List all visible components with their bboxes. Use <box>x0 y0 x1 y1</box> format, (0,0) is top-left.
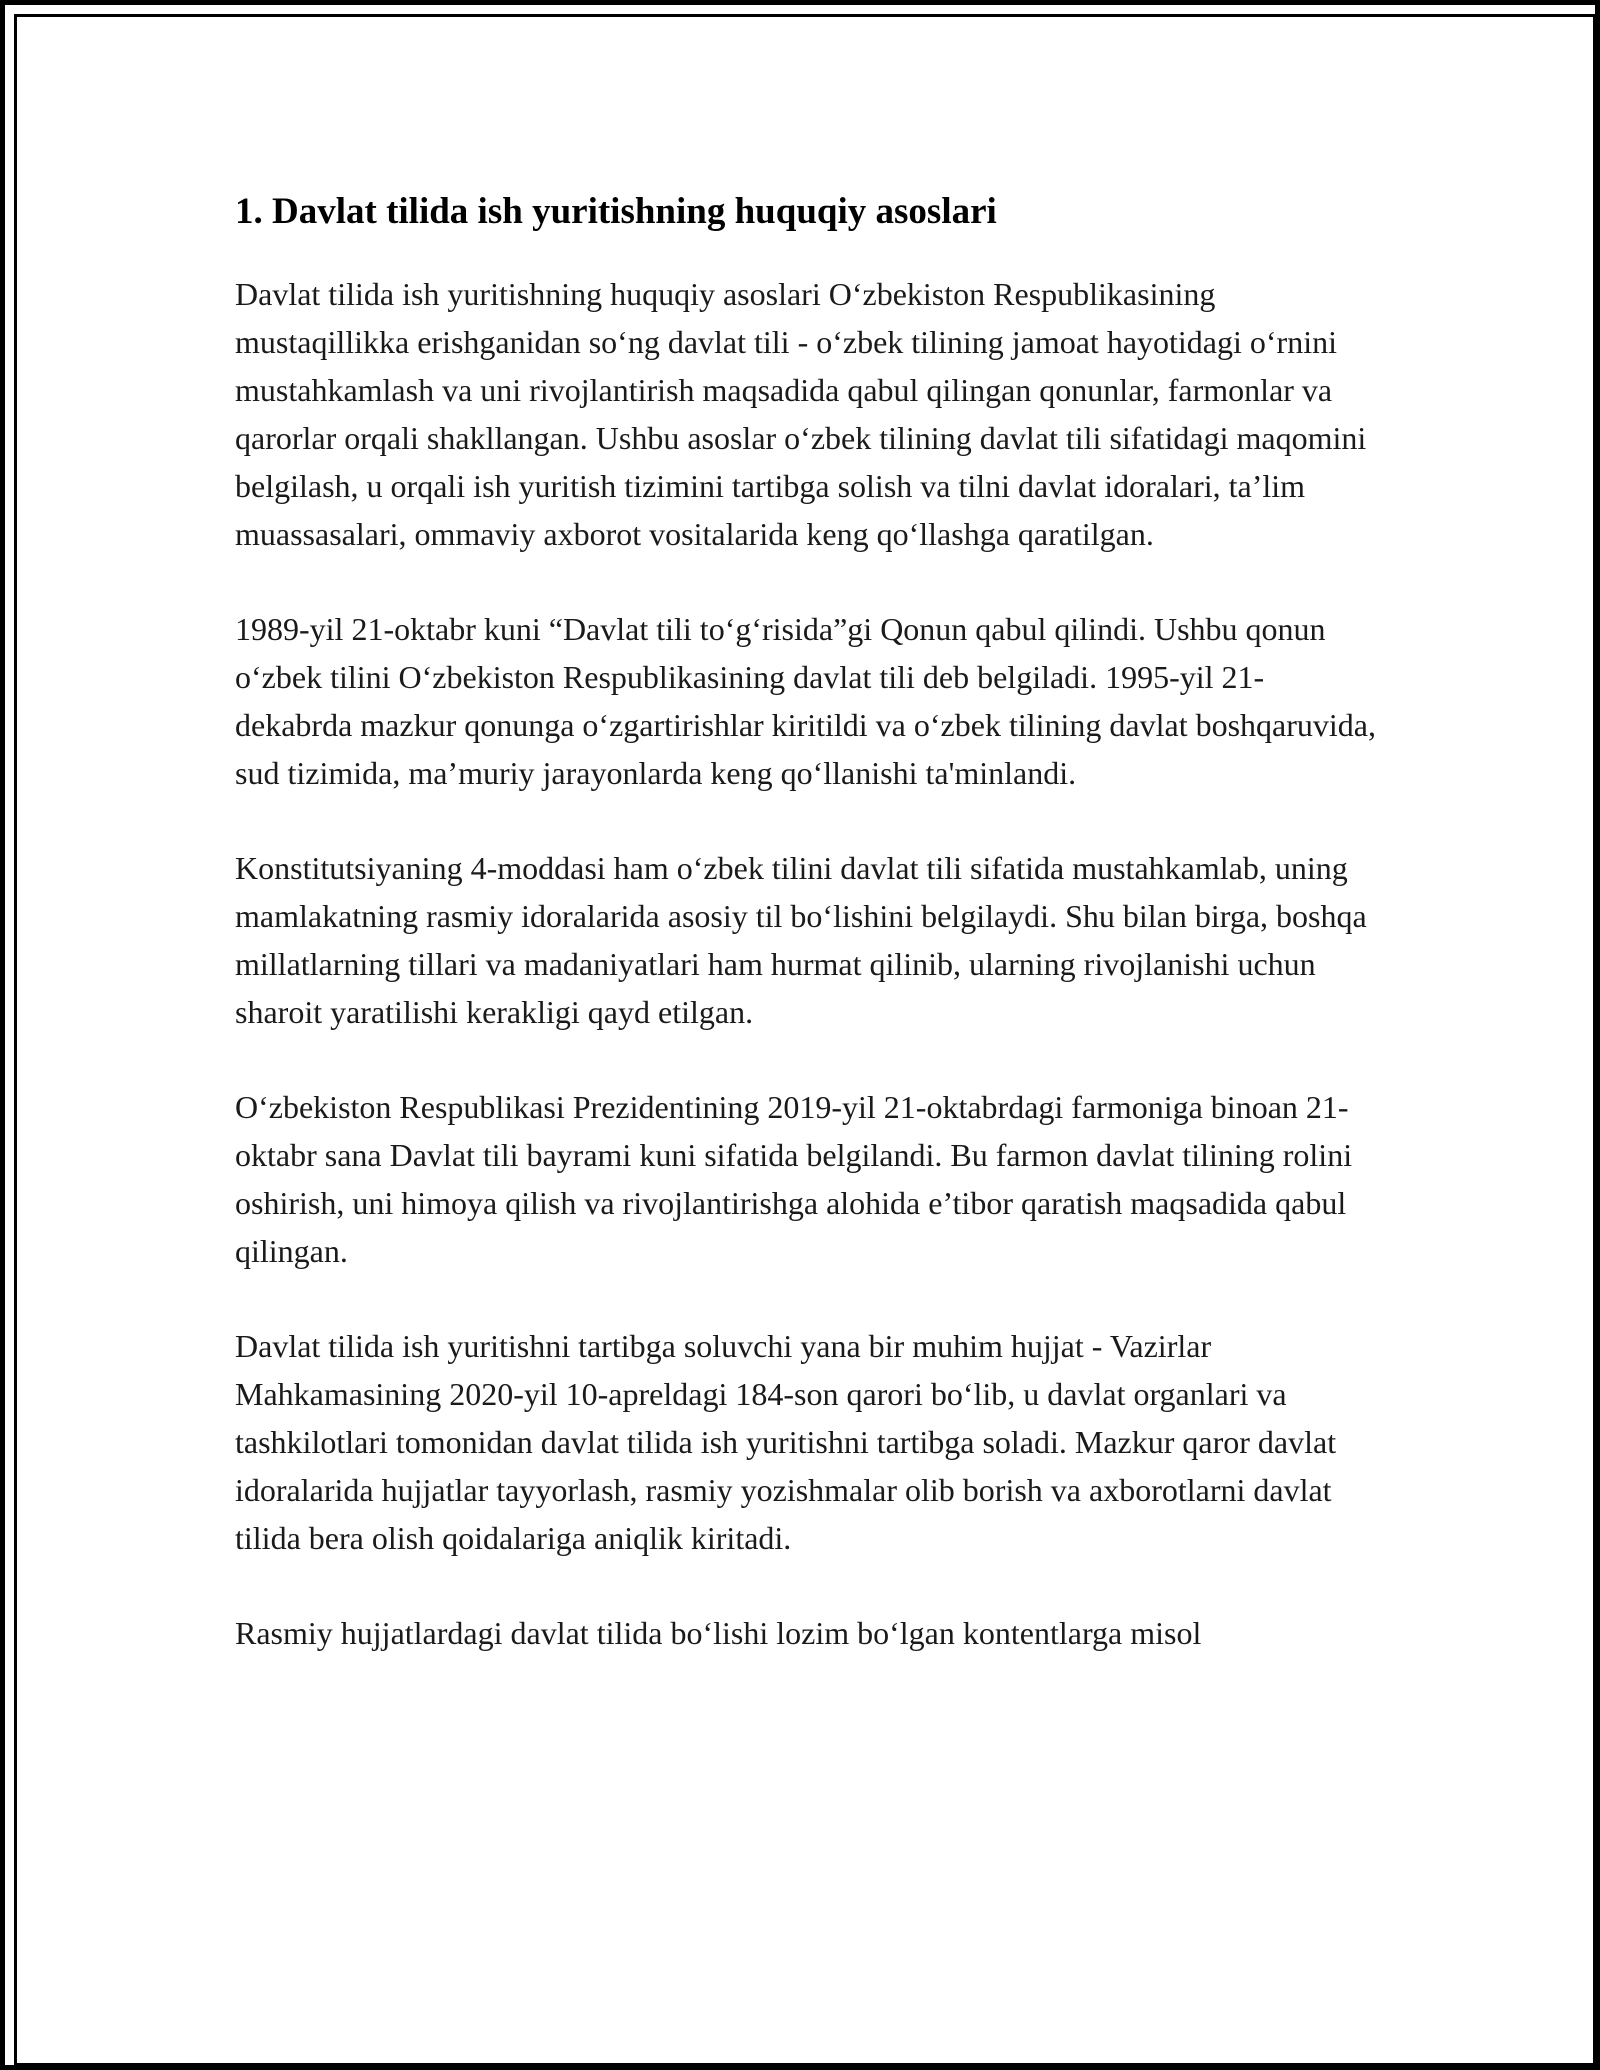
paragraph-cabinet-resolution: Davlat tilida ish yuritishni tartibga soluvchi yana bir muhim hujjat - Vazirlar Mahkamasining 2020-yil 10-apreldagi 184-son qarori bo‘lib, u davlat organlari va tashkilotlari tomonidan davlat tilida ish yuritishni tartibga soladi. Mazkur qaror davlat idoralarida hujjatlar tayyorlash, rasmiy yozishmalar olib borish va axborotlarni davlat tilida bera olish qoidalariga aniqlik kiritadi. <box>235 1328 1337 1556</box>
paragraph-legal-foundations: Davlat tilida ish yuritishning huquqiy asoslari O‘zbekiston Respublikasining mustaqillikka erishganidan so‘ng davlat tili - o‘zbek tilining jamoat hayotidagi o‘rnini mustahkamlash va uni rivojlantirish maqsadida qabul qilingan qonunlar, farmonlar va qarorlar orqali shakllangan. Ushbu asoslar o‘zbek tilining davlat tili sifatidagi maqomini belgilash, u orqali ish yuritish tizimini tartibga solish va tilni davlat idoralari, ta’lim muassasalari, ommaviy axborot vositalarida keng qo‘llashga qaratilgan. <box>235 276 1367 552</box>
paragraph-constitution-article-4: Konstitutsiyaning 4-moddasi ham o‘zbek tilini davlat tili sifatida mustahkamlab, uning mamlakatning rasmiy idoralarida asosiy til bo‘lishini belgilaydi. Shu bilan birga, boshqa millatlarning tillari va madaniyatlari ham hurmat qilinib, ularning rivojlanishi uchun sharoit yaratilishi kerakligi qayd etilgan. <box>235 850 1367 1030</box>
paragraph-1989-law: 1989-yil 21-oktabr kuni “Davlat tili to‘g‘risida”gi Qonun qabul qilindi. Ushbu qonun o‘zbek tilini O‘zbekiston Respublikasining davlat tili deb belgiladi. 1995-yil 21-dekabrda mazkur qonunga o‘zgartirishlar kiritildi va o‘zbek tilining davlat boshqaruvida, sud tizimida, ma’muriy jarayonlarda keng qo‘llanishi ta'minlandi. <box>235 611 1376 791</box>
document-body <box>235 188 1380 1657</box>
paragraph-2019-decree: O‘zbekiston Respublikasi Prezidentining 2019-yil 21-oktabrdagi farmoniga binoan 21-oktabr sana Davlat tili bayrami kuni sifatida belgilandi. Bu farmon davlat tilining rolini oshirish, uni himoya qilish va rivojlantirishga alohida e’tibor qaratish maqsadida qabul qilingan. <box>235 1089 1353 1269</box>
paragraph-content-examples: Rasmiy hujjatlardagi davlat tilida bo‘lishi lozim bo‘lgan kontentlarga misol <box>235 1615 1202 1651</box>
section-heading: 1. Davlat tilida ish yuritishning huquqiy asoslari <box>235 191 997 232</box>
